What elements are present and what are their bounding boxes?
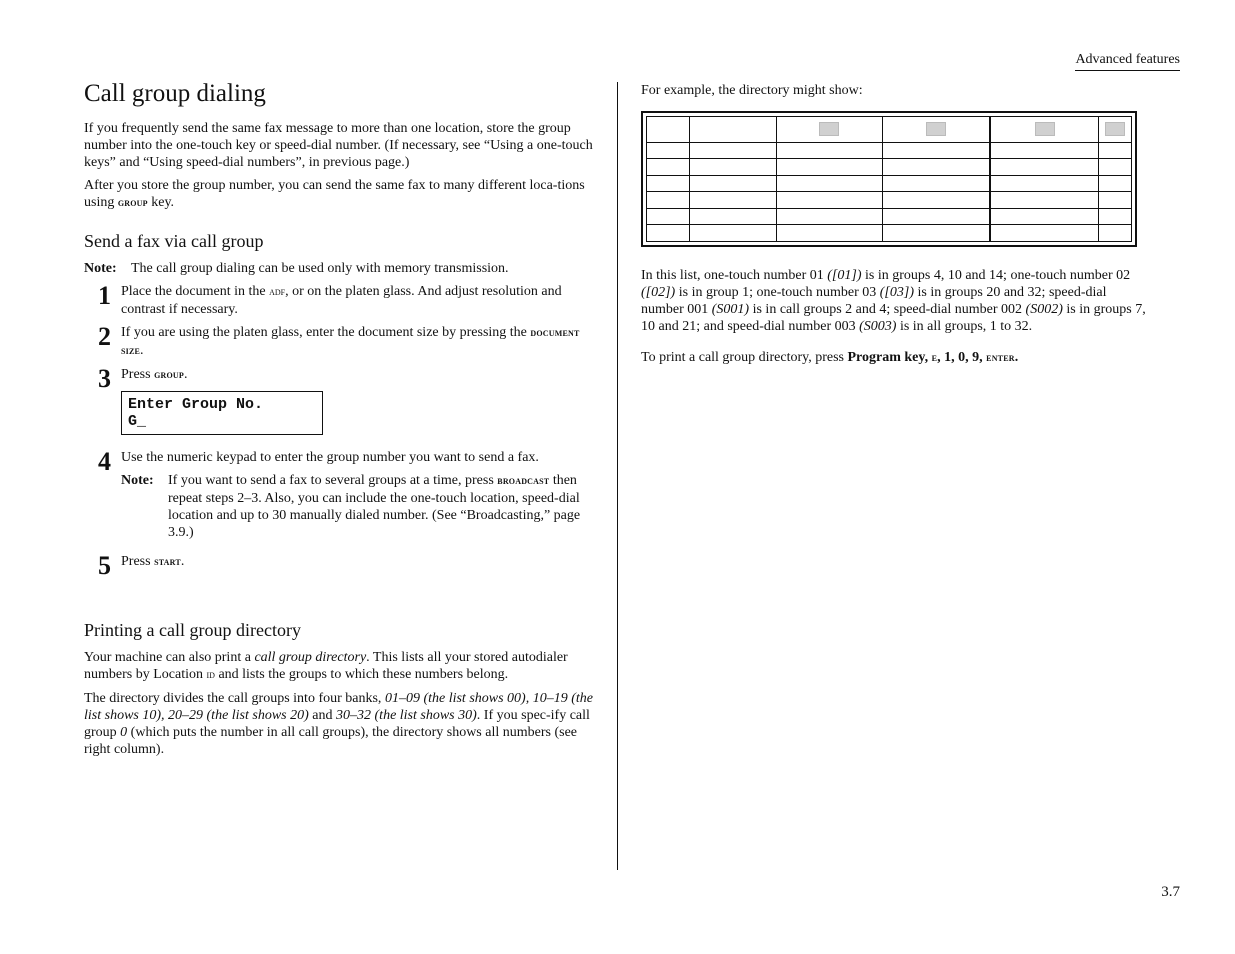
table-row [647, 175, 1132, 192]
running-header: Advanced features [1075, 52, 1180, 71]
note-memory-transmission: Note: The call group dialing can be used only with memory transmission. [84, 261, 509, 276]
print-paragraph-2: The directory divides the call groups into four banks, 01–09 (the list shows 00), 10–19 (the list shows 10), 20–29 (the list shows 20) and 30–32 (the list shows 30). If you spec-ify call group 0 (which puts the number in all call groups), the directory shows all numbers (see right column). [84, 691, 593, 757]
print-paragraph-1: Your machine can also print a call group directory. This lists all your stored autodialer numbers by Location id and lists the groups to which these numbers belong. [84, 650, 568, 682]
lcd-display [121, 391, 323, 435]
table-header-row [647, 117, 1132, 143]
table-row [647, 159, 1132, 176]
group-key: group [117, 197, 148, 209]
bank-chip [1035, 122, 1055, 136]
step-1: 1 Place the document in the adf, or on the platen glass. And adjust resolution and contrast if necessary. [84, 283, 594, 318]
lcd-line-1: Enter Group No. [128, 396, 264, 413]
directory-table [646, 116, 1132, 242]
table-row [647, 142, 1132, 159]
adf-key: adf [269, 286, 286, 298]
e-key: e [931, 352, 938, 364]
page-title: Call group dialing [84, 80, 266, 107]
step-number: 2 [98, 322, 111, 351]
group-key: group [154, 369, 184, 381]
step-number: 3 [98, 364, 111, 393]
print-directory-heading: Printing a call group directory [84, 620, 301, 640]
table-row [647, 208, 1132, 225]
start-key: start [154, 556, 181, 568]
directory-example-table [641, 111, 1137, 247]
explanation-paragraph: In this list, one-touch number 01 ([01]) is in groups 4, 10 and 14; one-touch number 02 ([02]) is in group 1; one-touch number 03 ([03]) is in groups 20 and 32; speed-dial number 001 (S001) is in call groups 2 and 4; speed-dial number 002 (S002) is in groups 7, 10 and 21; and speed-dial number 003 (S003) is in all groups, 1 to 32. [641, 268, 1146, 334]
bank-chip [819, 122, 839, 136]
intro-paragraph-2: After you store the group number, you can send the same fax to many different loca-tions using group key. [84, 178, 585, 210]
column-divider [617, 82, 618, 870]
lcd-line-2: G_ [128, 413, 147, 430]
step-5: 5 Press start. [84, 553, 594, 579]
step-3: 3 Press group. Enter Group No. G_ [84, 366, 594, 443]
enter-key: enter [986, 352, 1015, 364]
step-number: 1 [98, 281, 111, 310]
document-size-key: document size [121, 327, 580, 357]
print-instruction: To print a call group directory, press Program key, e, 1, 0, 9, enter. [641, 350, 1019, 365]
left-column [84, 80, 594, 764]
example-intro: For example, the directory might show: [641, 83, 863, 98]
table-row [647, 192, 1132, 209]
step-2: 2 If you are using the platen glass, enter the document size by pressing the document size. [84, 324, 594, 360]
note-broadcast: Note: If you want to send a fax to several groups at a time, press broadcast then repeat steps 2–3. Also, you can include the one-touch location, speed-dial location and up to 30 manually dialed number. (See “Broadcasting,” page 3.9.) [121, 473, 581, 540]
intro-paragraph-1: If you frequently send the same fax message to more than one location, store the group number into the one-touch key or speed-dial number. (If necessary, see “Using a one-touch keys” and “Using speed-dial numbers”, in previous page.) [84, 121, 593, 170]
step-number: 5 [98, 551, 111, 580]
table-row [647, 225, 1132, 242]
broadcast-key: broadcast [497, 475, 550, 487]
bank-chip [1105, 122, 1125, 136]
page-number: 3.7 [1161, 884, 1180, 900]
bank-chip [926, 122, 946, 136]
send-fax-heading: Send a fax via call group [84, 231, 264, 251]
right-column [641, 82, 1151, 373]
step-4: 4 Use the numeric keypad to enter the group number you want to send a fax. Note: If you want to send a fax to several groups at a time, press broadcast then repeat steps 2–3. Also, you can include the one-touch location, speed-dial location and up to 30 manually dialed number. (See “Broadcasting,” page 3.9.) [84, 449, 594, 547]
step-number: 4 [98, 447, 111, 476]
